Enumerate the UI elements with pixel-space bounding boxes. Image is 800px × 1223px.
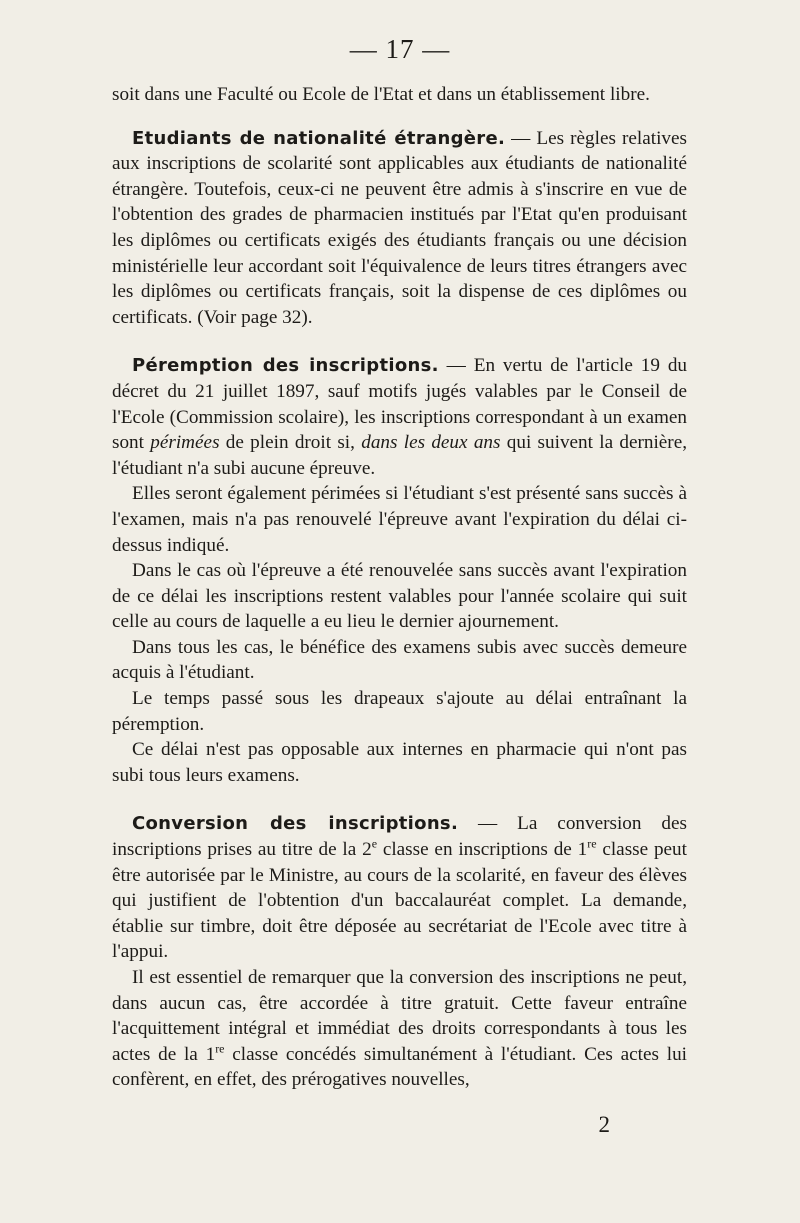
section-conversion — [112, 811, 687, 965]
paragraph-text: classe peut être autorisée par le Ministre, au cours de la scolarité, en faveur des élèves qui justifient de l'obtention d'un baccalauréat complet. La demande, établie sur timbre, doit être déposée au secrétariat de l'Ecole avec titre à l'appui. — [112, 839, 687, 963]
emphasis-text: dans les deux ans — [361, 432, 501, 454]
paragraph: Le temps passé sous les drapeaux s'ajoute au délai entraînant la péremption. — [112, 688, 687, 735]
emphasis-text: périmées — [150, 432, 220, 454]
heading-dash: — — [458, 813, 518, 835]
superscript: re — [587, 836, 597, 851]
heading-dash: — — [505, 127, 537, 149]
paragraph-text: qui suivent la dernière, l'étudiant n'a subi aucune épreuve. — [112, 432, 688, 479]
paragraph — [112, 965, 687, 1093]
paragraph-text: En vertu de l'article 19 du décret du 21 juillet 1897, sauf motifs jugés valables par le Conseil de l'Ecole (Commission scolaire), les inscriptions correspondant à un examen sont — [112, 355, 688, 454]
section-heading: Péremption des inscriptions. — [132, 355, 439, 377]
paragraph-text: Il est essentiel de remarquer que la conversion des inscriptions ne peut, dans aucun cas, être accordée à titre gratuit. Cette faveur entraîne l'acquittement intégral et immédiat des droits correspondants à tous les actes de la 1 — [112, 967, 687, 1065]
paragraph-text: classe concédés simultanément à l'étudiant. Ces actes lui confèrent, en effet, des prérogatives nouvelles, — [112, 1043, 687, 1091]
paragraph-text: de plein droit si, — [219, 432, 362, 454]
page-number: — 17 — — [349, 34, 451, 64]
page-body — [112, 82, 687, 1093]
paragraph: Dans le cas où l'épreuve a été renouvelée sans succès avant l'expiration de ce délai les inscriptions restent valables pour l'année scolaire qui suit celle au cours de laquelle a eu lieu le dernier ajournement. — [112, 560, 687, 633]
section-expiry — [112, 353, 687, 481]
section-heading: Etudiants de nationalité étrangère. — [132, 127, 506, 149]
section-foreign-students — [112, 126, 687, 331]
section-heading: Conversion des inscriptions. — [132, 813, 459, 835]
paragraph-continuation: soit dans une Faculté ou Ecole de l'Etat et dans un établissement libre. — [112, 84, 650, 105]
signature-mark: 2 — [598, 1112, 610, 1137]
paragraph-text: classe en inscriptions de 1 — [377, 839, 588, 861]
heading-dash: — — [438, 355, 474, 377]
paragraph-text: Les règles relatives aux inscriptions de scolarité sont applicables aux étudiants de nationalité étrangère. Toutefois, ceux-ci ne peuvent être admis à s'inscrire en vue de l'obtention des grades de pharmacien institués par l'Etat qu'en produisant les diplômes ou certificats exigés des étudiants français ou une décision ministérielle leur accordant soit l'équivalence de leurs titres étrangers avec les diplômes ou certificats français, soit la dispense de ces diplômes ou certificats. (Voir page 32). — [112, 127, 688, 328]
paragraph-text: La conversion des inscriptions prises au titre de la 2 — [112, 813, 687, 861]
paragraph: Elles seront également périmées si l'étudiant s'est présenté sans succès à l'examen, mais n'a pas renouvelé l'épreuve avant l'expiration du délai ci-dessus indiqué. — [112, 483, 687, 556]
paragraph: Dans tous les cas, le bénéfice des examens subis avec succès demeure acquis à l'étudiant. — [112, 636, 687, 684]
superscript: re — [215, 1041, 225, 1056]
superscript: e — [371, 836, 378, 851]
paragraph: Ce délai n'est pas opposable aux internes en pharmacie qui n'ont pas subi tous leurs examens. — [112, 739, 687, 786]
